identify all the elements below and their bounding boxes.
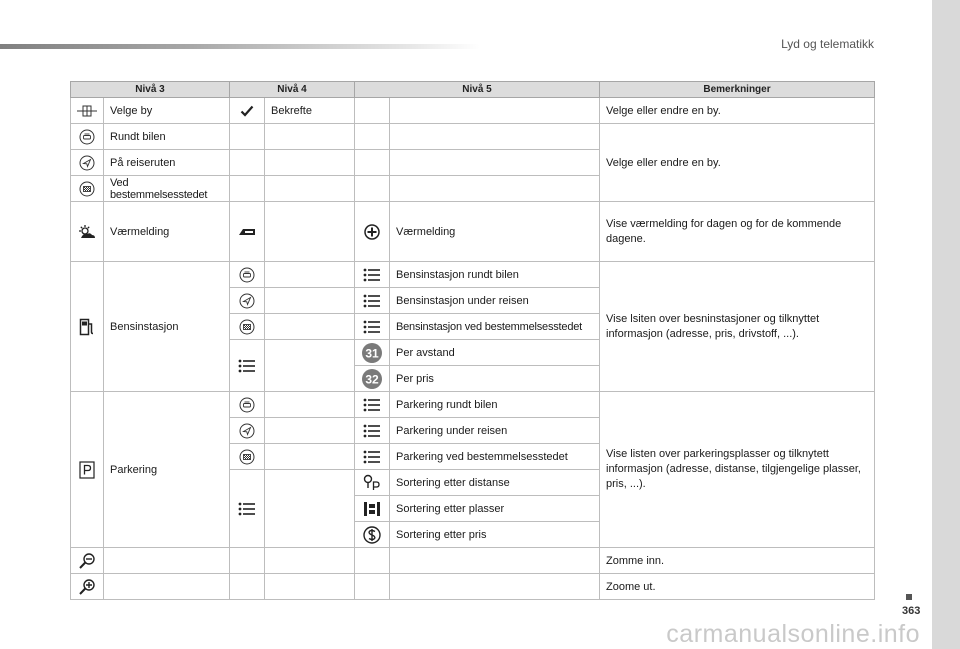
level3-label: Parkering [104,392,230,548]
level5-label: Parkering ved bestemmelsesstedet [390,444,600,470]
on-route-icon [230,418,265,444]
chapter-title: Lyd og telematikk [781,37,874,51]
weather-icon [71,202,104,262]
col-header-level4: Nivå 4 [230,82,355,98]
plus-circle-icon [355,202,390,262]
list-icon [355,288,390,314]
table-row [71,262,875,288]
page-marker [906,594,912,600]
list-icon [355,392,390,418]
remark: Velge eller endre en by. [600,124,875,202]
table-row [71,548,875,574]
page-edge-tab [932,0,960,649]
level5-label: Per avstand [390,340,600,366]
remark: Velge eller endre en by. [600,98,875,124]
on-route-icon [230,288,265,314]
list-icon [355,262,390,288]
list-icon [230,340,265,392]
list-icon [355,314,390,340]
destination-icon [230,444,265,470]
zoom-out-icon [71,574,104,600]
parking-icon [71,392,104,548]
header-rule [0,44,480,49]
level5-label: Sortering etter plasser [390,496,600,522]
destination-icon [230,314,265,340]
level3-label: Bensinstasjon [104,262,230,392]
list-icon [230,470,265,548]
level5-label: Værmelding [390,202,600,262]
zoom-in-icon [71,548,104,574]
col-header-level3: Nivå 3 [71,82,230,98]
watermark: carmanualsonline.info [666,620,920,648]
svg-text:31: 31 [365,346,379,360]
list-icon [355,418,390,444]
level5-label: Sortering etter pris [390,522,600,548]
list-icon [355,444,390,470]
level5-label: Bensinstasjon under reisen [390,288,600,314]
level5-label: Bensinstasjon rundt bilen [390,262,600,288]
table-row [71,202,875,262]
fuel-station-icon [71,262,104,392]
level3-label: På reiseruten [104,150,230,176]
level5-label [390,98,600,124]
page-number: 363 [902,605,921,617]
around-car-icon [230,392,265,418]
on-route-icon [71,150,104,176]
col-header-remarks: Bemerkninger [600,82,875,98]
sort-price-icon [355,522,390,548]
table-row [71,574,875,600]
navigation-menu-table [70,81,875,600]
destination-icon [71,176,104,202]
level5-label: Per pris [390,366,600,392]
remark: Vise værmelding for dagen og for de kommende dagene. [600,202,875,262]
level3-label: Ved bestemmelsesstedet [104,176,230,202]
level5-label: Bensinstasjon ved bestemmelsesstedet [390,314,600,340]
level5-label: Sortering etter distanse [390,470,600,496]
table-header [71,82,875,98]
table-row [71,392,875,418]
around-car-icon [71,124,104,150]
sort-places-icon [355,496,390,522]
col-header-level5: Nivå 5 [355,82,600,98]
level3-label: Velge by [104,98,230,124]
svg-text:32: 32 [365,372,379,386]
weather-view-icon [230,202,265,262]
table-row [71,124,875,150]
level5-label: Parkering rundt bilen [390,392,600,418]
remark: Zoome ut. [600,574,875,600]
number-badge-32 [355,366,390,392]
number-badge-31 [355,340,390,366]
table-row [71,98,875,124]
level5-label: Parkering under reisen [390,418,600,444]
level4-label: Bekrefte [265,98,355,124]
remark: Zomme inn. [600,548,875,574]
remark: Vise listen over parkeringsplasser og tilknytett informasjon (adresse, distanse, tilgjengelige plasser, pris, ...). [600,392,875,548]
city-select-icon [71,98,104,124]
level3-label: Rundt bilen [104,124,230,150]
checkmark-icon [230,98,265,124]
level3-label: Værmelding [104,202,230,262]
remark: Vise lsiten over besninstasjoner og tilknyttet informasjon (adresse, pris, drivstoff, ...). [600,262,875,392]
around-car-icon [230,262,265,288]
sort-distance-icon [355,470,390,496]
